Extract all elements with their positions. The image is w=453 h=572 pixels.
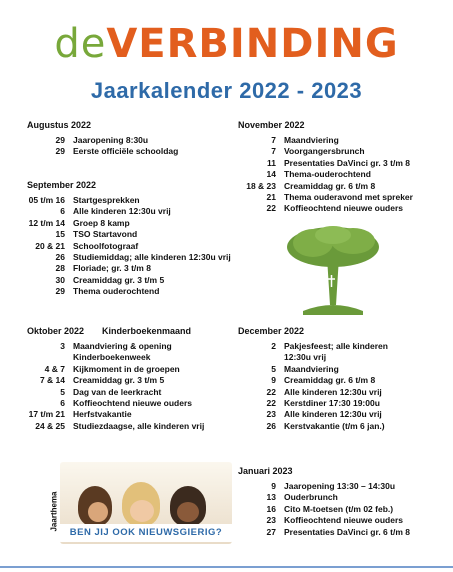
kids-photo (60, 462, 232, 544)
list-item: 28 Floriade; gr. 3 t/m 8 (55, 263, 151, 274)
list-item: 9 Creamiddag gr. 6 t/m 8 (271, 375, 376, 386)
child-face (130, 500, 154, 522)
list-item: 22 Koffieochtend nieuwe ouders (266, 203, 404, 214)
section-heading: Augustus 2022 (27, 120, 92, 130)
section-dec (238, 326, 448, 432)
child-face (177, 502, 199, 522)
section-aug (27, 120, 178, 158)
list-item: 16 Cito M-toetsen (t/m 02 feb.) (266, 503, 394, 514)
tree-illustration (283, 225, 383, 317)
section-heading: November 2022 (238, 120, 305, 130)
section-jan (238, 466, 448, 538)
list-item: 12 t/m 14 Groep 8 kamp (28, 217, 130, 228)
list-item: 6 Alle kinderen 12:30u vrij (60, 206, 171, 217)
section-sep (27, 180, 232, 298)
section-heading: September 2022 (27, 180, 97, 190)
list-item: 9 Jaaropening 13:30 – 14:30u (271, 481, 396, 491)
child-face (88, 502, 108, 522)
list-item: 29 Jaaropening 8:30u (55, 135, 149, 145)
list-item: 11 Presentaties DaVinci gr. 3 t/m 8 (267, 157, 410, 168)
list-item: 26 Studiemiddag; alle kinderen 12:30u vrij (55, 252, 231, 263)
list-item: 29 Eerste officiële schooldag (55, 146, 179, 157)
page-title: Jaarkalender 2022 - 2023 (90, 78, 363, 103)
side-label: Jaarthema (49, 491, 59, 532)
list-item: 5 Maandviering (271, 363, 339, 374)
list-item: 22 Kerstdiner 17:30 19:00u (266, 398, 380, 409)
list-item: 22 Alle kinderen 12:30u vrij (266, 386, 382, 397)
list-item: 5 Dag van de leerkracht (60, 386, 162, 397)
section-heading: Januari 2023 (238, 466, 293, 476)
list-item: 15 TSO Startavond (55, 229, 138, 240)
list-item: 27 Presentaties DaVinci gr. 6 t/m 8 (266, 526, 410, 537)
list-item: 7 Maandviering (271, 135, 339, 145)
list-item: 4 & 7 Kijkmoment in de groepen (44, 363, 180, 374)
kids-banner: BEN JIJ OOK NIEUWSGIERIG? (60, 524, 232, 542)
section-heading: December 2022 (238, 326, 305, 336)
list-item: 20 & 21 Schoolfotograaf (35, 240, 139, 251)
list-item: 24 & 25 Studiezdaagse, alle kinderen vrij (35, 420, 205, 431)
list-item: 3 Maandviering & opening Kinderboekenweek (60, 341, 172, 363)
section-nov (238, 120, 448, 215)
list-item: 30 Creamiddag gr. 3 t/m 5 (55, 274, 165, 285)
logo-verbinding: VERBINDING (106, 21, 399, 67)
list-item: 05 t/m 16 Startgesprekken (28, 195, 140, 205)
section-heading: Oktober 2022 Kinderboekenmaand (27, 326, 192, 336)
logo-de: de (54, 21, 107, 67)
divider (0, 566, 453, 568)
list-item: 29 Thema ouderochtend (55, 286, 160, 297)
list-item: 6 Koffieochtend nieuwe ouders (60, 398, 193, 409)
logo (0, 22, 453, 66)
list-item: 23 Koffieochtend nieuwe ouders (266, 515, 404, 526)
list-item: 23 Alle kinderen 12:30u vrij (266, 409, 382, 420)
list-item: 14 Thema-ouderochtend (266, 169, 371, 180)
list-item: 13 Ouderbrunch (266, 492, 338, 503)
list-item: 2 Pakjesfeest; alle kinderen 12:30u vrij (271, 341, 388, 363)
list-item: 18 & 23 Creamiddag gr. 6 t/m 8 (246, 180, 376, 191)
list-item: 17 t/m 21 Herfstvakantie (28, 409, 132, 420)
list-item: 21 Thema ouderavond met spreker (266, 192, 413, 203)
list-item: 7 Voorgangersbrunch (271, 146, 365, 157)
list-item: 7 & 14 Creamiddag gr. 3 t/m 5 (39, 375, 165, 386)
list-item: 26 Kerstvakantie (t/m 6 jan.) (266, 420, 385, 431)
section-okt (27, 326, 227, 432)
